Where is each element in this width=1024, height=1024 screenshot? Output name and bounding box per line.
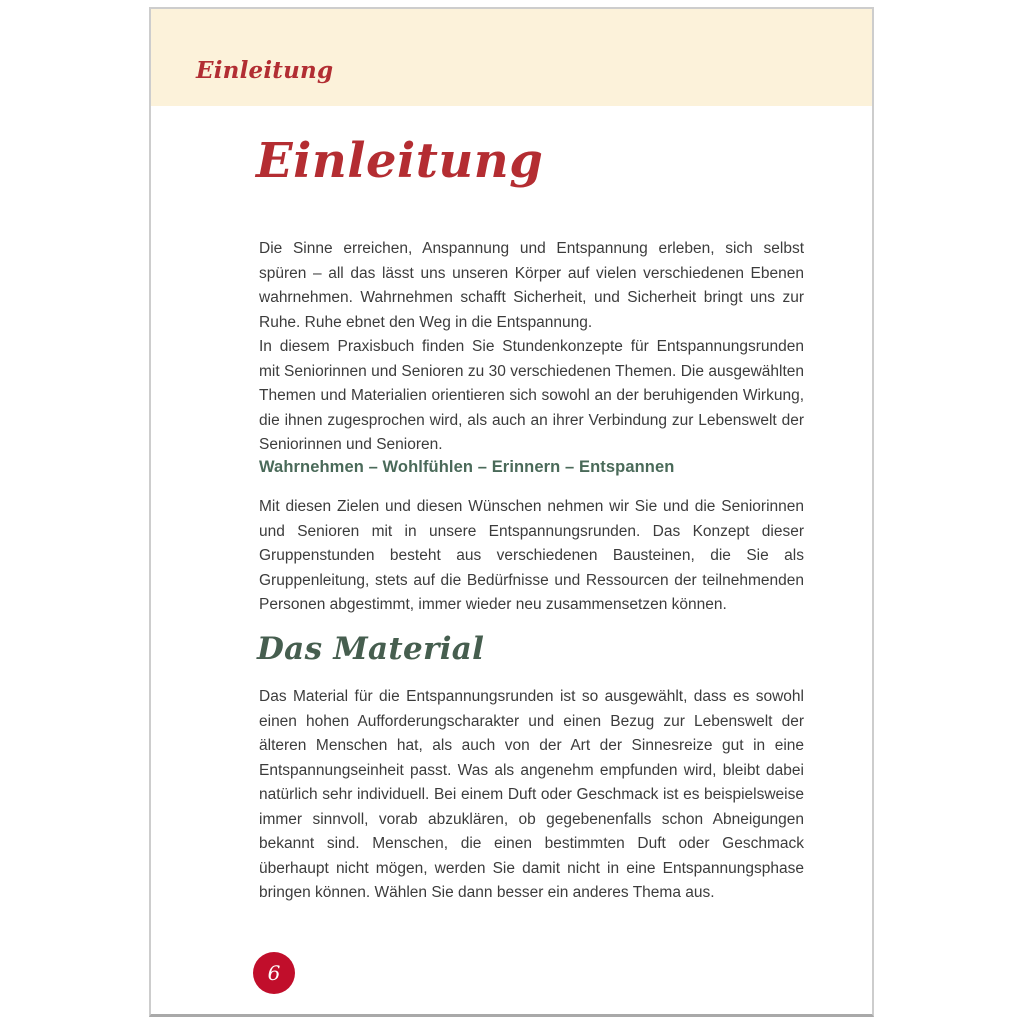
running-head: Einleitung bbox=[196, 57, 334, 84]
intro-text-block bbox=[259, 237, 804, 458]
intro-paragraph-2: In diesem Praxisbuch finden Sie Stundenkonzepte für Entspannungsrunden mit Seniorinnen und Senioren zu 30 verschiedenen Themen. Die ausgewählten Themen und Materialien orientieren sich sowohl an der beruhigenden Wirkung, die ihnen zugesprochen wird, als auch an ihrer Verbindung zur Lebenswelt der Seniorinnen und Senioren. bbox=[259, 338, 804, 453]
book-page bbox=[149, 7, 874, 1017]
chapter-header-band bbox=[151, 9, 872, 106]
goals-paragraph: Mit diesen Zielen und diesen Wünschen nehmen wir Sie und die Seniorinnen und Senioren mit in unsere Entspannungsrunden. Das Konzept dieser Gruppenstunden besteht aus verschiedenen Bausteinen, die Sie als Gruppenleitung, stets auf die Bedürfnisse und Ressourcen der teilnehmenden Personen abgestimmt, immer wieder neu zusammensetzen können. bbox=[259, 498, 804, 613]
intro-paragraph-1: Die Sinne erreichen, Anspannung und Entspannung erleben, sich selbst spüren – all das lässt uns unseren Körper auf vielen verschiedenen Ebenen wahrnehmen. Wahrnehmen schafft Sicherheit, und Sicherheit bringt uns zur Ruhe. Ruhe ebnet den Weg in die Entspannung. bbox=[259, 240, 804, 331]
page-title: Einleitung bbox=[256, 133, 544, 189]
material-paragraph: Das Material für die Entspannungsrunden ist so ausgewählt, dass es sowohl einen hohen Aufforderungscharakter und einen Bezug zur Lebenswelt der älteren Menschen hat, als auch von der Art der Sinnesreize gut in eine Entspannungseinheit passt. Was als angenehm empfunden wird, bleibt dabei natürlich sehr individuell. Bei einem Duft oder Geschmack ist es beispielsweise immer sinnvoll, vorab abzuklären, ob gegebenenfalls schon Abneigungen bekannt sind. Menschen, die einen bestimmten Duft oder Geschmack überhaupt nicht mögen, werden Sie damit nicht in eine Entspannungsphase bringen können. Wählen Sie dann besser ein anderes Thema aus. bbox=[259, 688, 804, 901]
material-text-block bbox=[259, 685, 804, 906]
goals-subheading: Wahrnehmen – Wohlfühlen – Erinnern – Entspannen bbox=[259, 458, 675, 476]
goals-text-block bbox=[259, 495, 804, 618]
page-number-badge bbox=[253, 952, 295, 994]
section-heading-material: Das Material bbox=[257, 631, 485, 667]
page-number: 6 bbox=[267, 961, 281, 985]
